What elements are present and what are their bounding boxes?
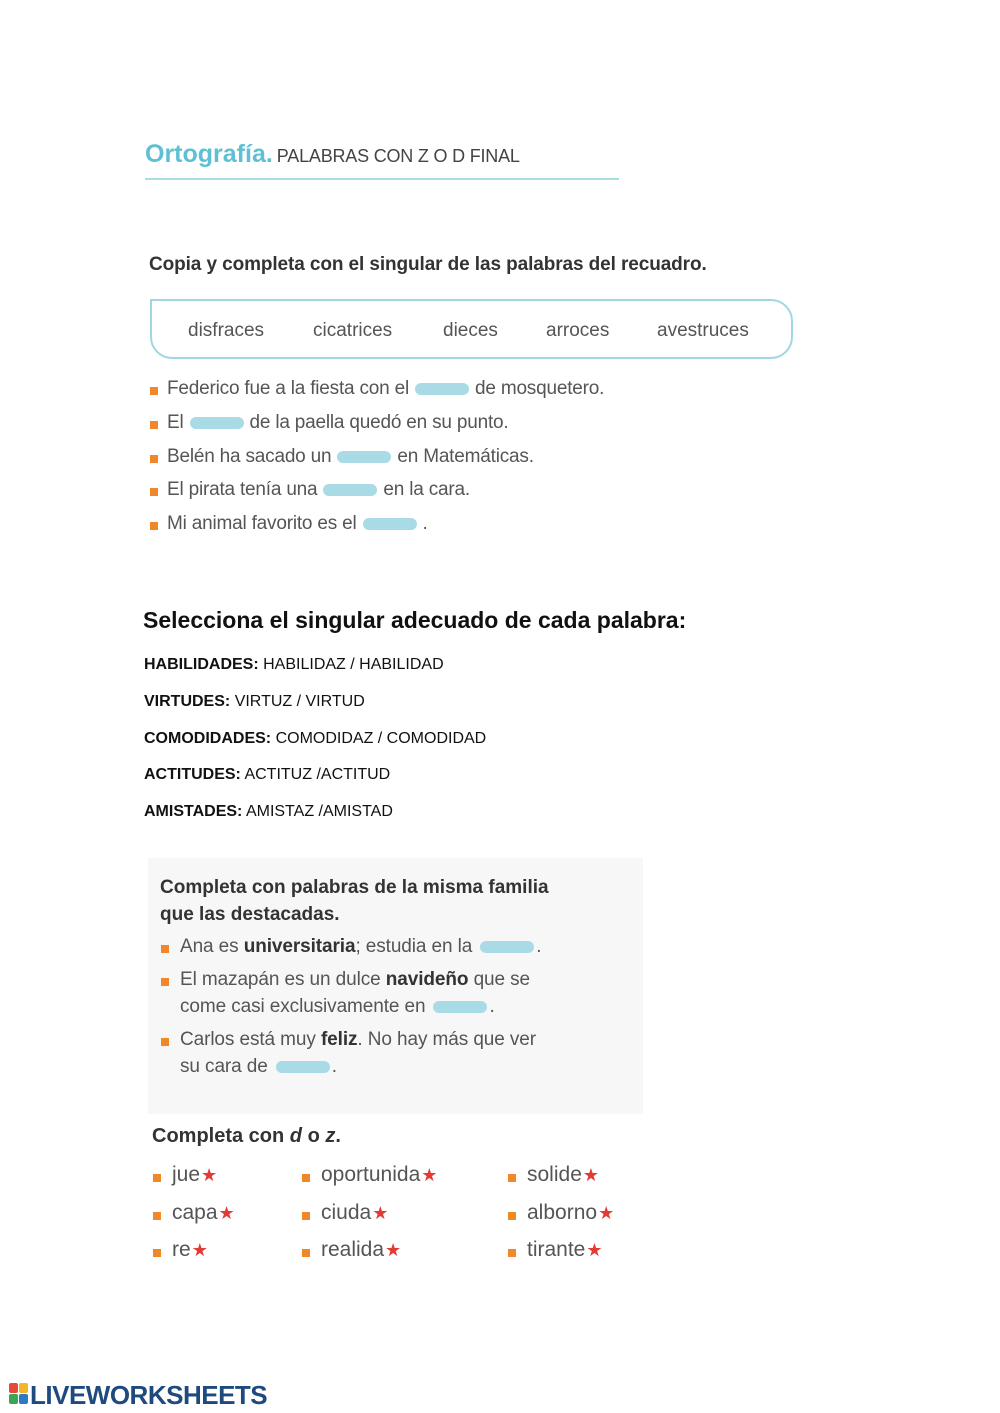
bullet-square bbox=[508, 1174, 516, 1182]
bullet-square bbox=[508, 1249, 516, 1257]
sentence-line: Mi animal favorito es el . bbox=[167, 513, 428, 534]
select-item bbox=[144, 730, 486, 748]
select-options[interactable]: VIRTUZ / VIRTUD bbox=[234, 693, 365, 710]
bullet-square bbox=[161, 978, 169, 986]
select-word: HABILIDADES: bbox=[144, 656, 259, 673]
select-item bbox=[144, 803, 393, 821]
header-subtitle: PALABRAS CON Z O D FINAL bbox=[276, 146, 520, 166]
box-word: dieces bbox=[443, 320, 498, 341]
sentence-line: El pirata tenía una en la cara. bbox=[167, 479, 470, 500]
select-options[interactable]: ACTITUZ /ACTITUD bbox=[244, 766, 391, 783]
word-cell: re★ bbox=[172, 1238, 208, 1261]
sentence-line: El de la paella quedó en su punto. bbox=[167, 412, 509, 433]
word-cell: oportunida★ bbox=[321, 1163, 438, 1186]
word-cell: ciuda★ bbox=[321, 1201, 389, 1224]
family-sentence-cont: come casi exclusivamente en . bbox=[180, 996, 495, 1017]
bullet-square bbox=[153, 1212, 161, 1220]
answer-blank[interactable] bbox=[480, 941, 534, 953]
answer-blank[interactable] bbox=[323, 484, 377, 496]
bullet-square bbox=[508, 1212, 516, 1220]
bullet-square bbox=[150, 488, 158, 496]
select-item bbox=[144, 693, 365, 711]
answer-blank[interactable] bbox=[363, 518, 417, 530]
bullet-square bbox=[150, 455, 158, 463]
family-sentence: Carlos está muy feliz. No hay más que ver bbox=[180, 1029, 536, 1050]
box-word: arroces bbox=[546, 320, 610, 341]
exercise1-instruction: Copia y completa con el singular de las palabras del recuadro. bbox=[149, 254, 707, 275]
bullet-square bbox=[153, 1174, 161, 1182]
word-cell: alborno★ bbox=[527, 1201, 615, 1224]
family-sentence-cont: su cara de . bbox=[180, 1056, 337, 1077]
answer-blank[interactable] bbox=[433, 1001, 487, 1013]
star-icon[interactable]: ★ bbox=[191, 1240, 208, 1260]
sentence-line: Belén ha sacado un en Matemáticas. bbox=[167, 446, 534, 467]
select-word: COMODIDADES: bbox=[144, 730, 272, 747]
select-item bbox=[144, 766, 390, 784]
star-icon[interactable]: ★ bbox=[218, 1203, 235, 1223]
word-cell: capa★ bbox=[172, 1201, 235, 1224]
select-word: AMISTADES: bbox=[144, 803, 243, 820]
bullet-square bbox=[150, 522, 158, 530]
brand-name: LIVEWORKSHEETS bbox=[30, 1380, 268, 1410]
select-item bbox=[144, 656, 444, 674]
select-options[interactable]: COMODIDAZ / COMODIDAD bbox=[275, 730, 487, 747]
bullet-square bbox=[302, 1249, 310, 1257]
section-header bbox=[145, 140, 619, 180]
star-icon[interactable]: ★ bbox=[201, 1165, 218, 1185]
bullet-square bbox=[302, 1212, 310, 1220]
box-word: cicatrices bbox=[313, 320, 393, 341]
box-word: disfraces bbox=[188, 320, 265, 341]
family-sentence: Ana es universitaria; estudia en la . bbox=[180, 936, 542, 957]
word-box bbox=[150, 299, 793, 359]
word-cell: realida★ bbox=[321, 1238, 402, 1261]
answer-blank[interactable] bbox=[190, 417, 244, 429]
answer-blank[interactable] bbox=[337, 451, 391, 463]
select-word: ACTITUDES: bbox=[144, 766, 241, 783]
select-word: VIRTUDES: bbox=[144, 693, 231, 710]
star-icon[interactable]: ★ bbox=[586, 1240, 603, 1260]
sentence-line: Federico fue a la fiesta con el de mosquetero. bbox=[167, 378, 605, 399]
exercise4-instruction: Completa con d o z. bbox=[152, 1125, 341, 1147]
bullet-square bbox=[150, 421, 158, 429]
bullet-square bbox=[150, 387, 158, 395]
star-icon[interactable]: ★ bbox=[372, 1203, 389, 1223]
bullet-square bbox=[161, 945, 169, 953]
word-cell: jue★ bbox=[172, 1163, 218, 1186]
bullet-square bbox=[161, 1038, 169, 1046]
exercise2-title: Selecciona el singular adecuado de cada palabra: bbox=[143, 607, 687, 633]
select-options[interactable]: AMISTAZ /AMISTAD bbox=[245, 803, 393, 820]
select-options[interactable]: HABILIDAZ / HABILIDAD bbox=[263, 656, 444, 673]
bullet-square bbox=[153, 1249, 161, 1257]
star-icon[interactable]: ★ bbox=[385, 1240, 402, 1260]
family-sentence: El mazapán es un dulce navideño que se bbox=[180, 969, 531, 990]
header-title: Ortografía. bbox=[145, 140, 273, 168]
answer-blank[interactable] bbox=[415, 383, 469, 395]
liveworksheets-logo-icon bbox=[8, 1382, 30, 1406]
star-icon[interactable]: ★ bbox=[582, 1165, 600, 1185]
box-word: avestruces bbox=[657, 320, 749, 341]
star-icon[interactable]: ★ bbox=[421, 1165, 438, 1185]
exercise3-instruction: Completa con palabras de la misma familia que las destacadas. bbox=[160, 877, 549, 925]
star-icon[interactable]: ★ bbox=[598, 1203, 615, 1223]
answer-blank[interactable] bbox=[276, 1061, 330, 1073]
word-cell: tirante★ bbox=[527, 1238, 603, 1261]
word-cell: solide★ bbox=[527, 1163, 600, 1186]
bullet-square bbox=[302, 1174, 310, 1182]
